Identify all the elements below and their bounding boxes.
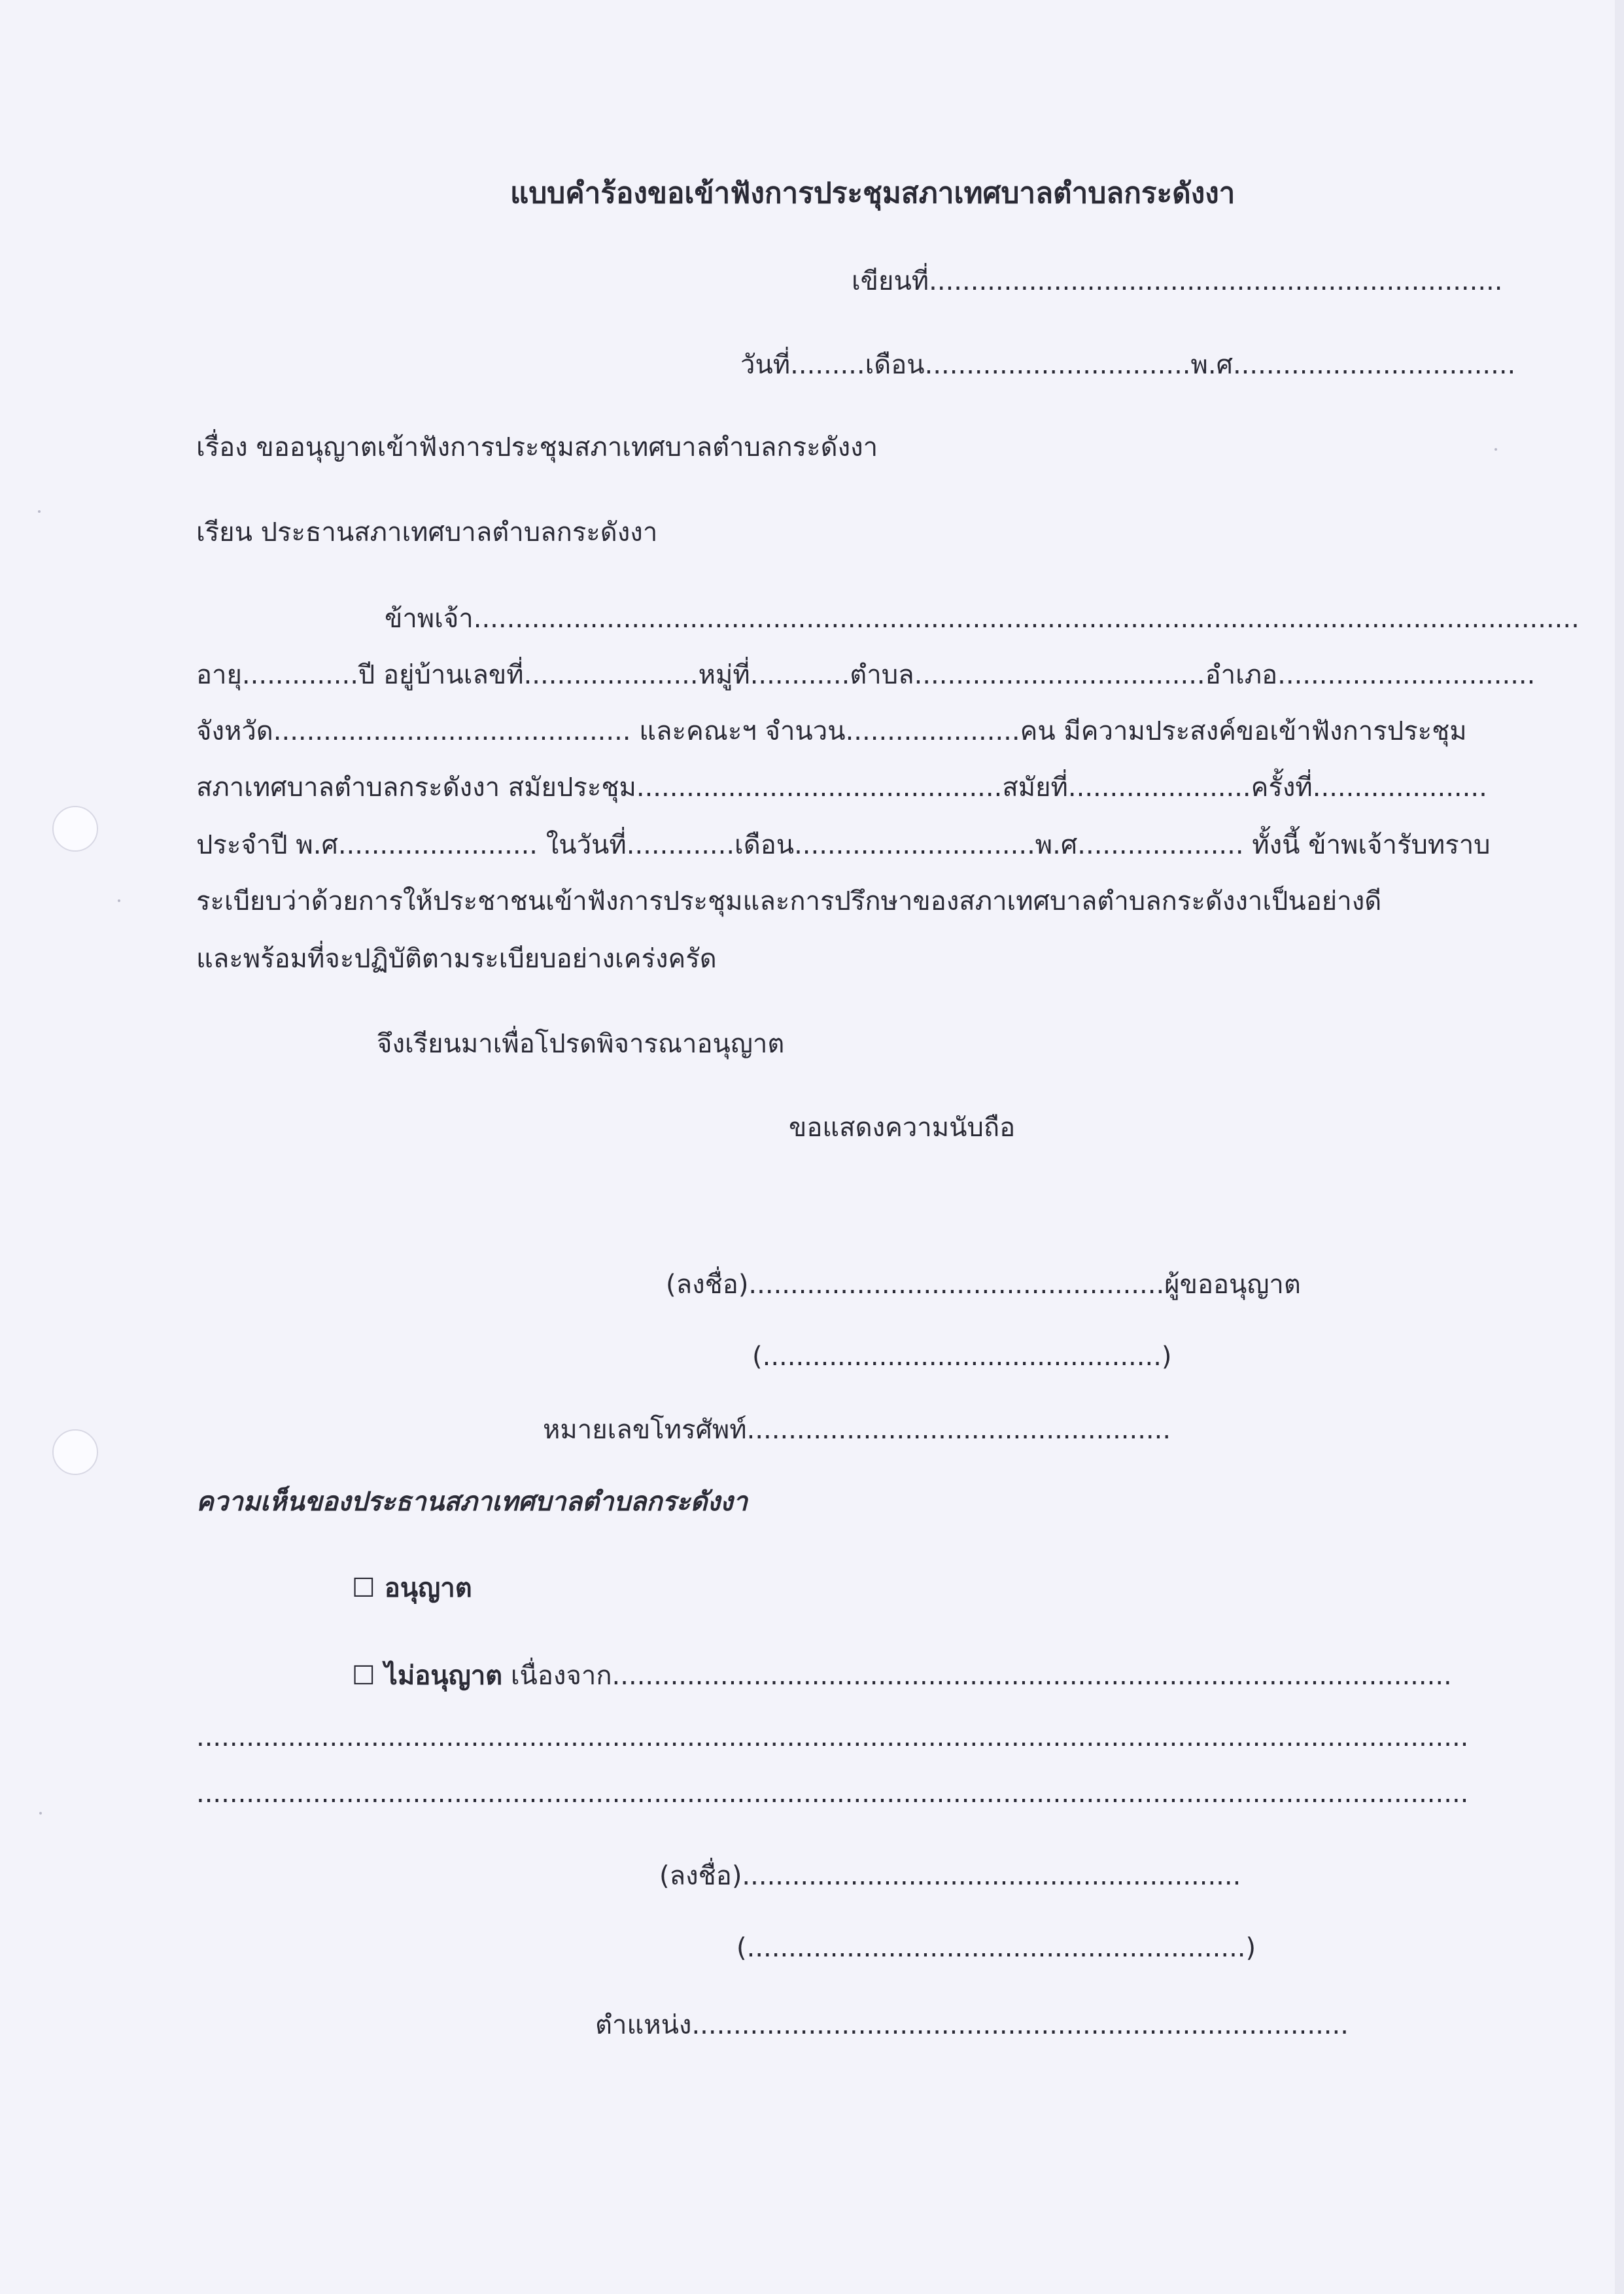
- written-at-field[interactable]: เขียนที่.....................................................................: [852, 266, 1503, 296]
- applicant-printed-name-field[interactable]: (................................................): [752, 1342, 1172, 1372]
- deny-reason-field[interactable]: เนื่องจาก.....................................................................................................: [502, 1661, 1452, 1691]
- chair-printed-name-field[interactable]: (............................................................): [736, 1933, 1256, 1963]
- addressee-line: เรียน ประธานสภาเทศบาลตำบลกระดังงา: [196, 517, 658, 547]
- phone-field[interactable]: หมายเลขโทรศัพท์...................................................: [543, 1415, 1171, 1445]
- year-date-line[interactable]: ประจำปี พ.ศ........................ ในวันที่.............เดือน.............................พ.ศ.................... ทั้งนี้ ข้าพเจ้ารับทราบ: [196, 830, 1491, 860]
- applicant-signature-field[interactable]: (ลงชื่อ)..................................................ผู้ขออนุญาต: [666, 1270, 1301, 1300]
- province-group-line[interactable]: จังหวัด........................................... และคณะฯ จำนวน.....................คน มีความประสงค์ขอเข้าฟังการประชุม: [196, 716, 1467, 746]
- deny-row: [352, 1658, 1452, 1694]
- reason-line-2[interactable]: .........................................................................................................................................................: [196, 1779, 1469, 1809]
- address-field-line[interactable]: อายุ..............ปี อยู่บ้านเลขที่.....................หมู่ที่............ตำบล...................................อำเภอ...............................: [196, 660, 1536, 690]
- date-field[interactable]: วันที่.........เดือน................................พ.ศ..................................: [740, 350, 1516, 380]
- punch-hole-top: [52, 806, 98, 852]
- scan-speck: [39, 1812, 42, 1815]
- scan-speck: [38, 510, 41, 513]
- session-field-line[interactable]: สภาเทศบาลตำบลกระดังงา สมัยประชุม............................................สมัยที่......................ครั้งที่.....................: [196, 773, 1487, 803]
- opinion-heading: ความเห็นของประธานสภาเทศบาลตำบลกระดังงา: [196, 1487, 748, 1517]
- closing-line: ขอแสดงความนับถือ: [789, 1113, 1016, 1143]
- page-edge-shadow: [1615, 0, 1624, 2294]
- request-line: จึงเรียนมาเพื่อโปรดพิจารณาอนุญาต: [377, 1029, 785, 1059]
- deny-checkbox[interactable]: ☐ ไม่อนุญาต: [352, 1661, 503, 1691]
- subject-line: เรื่อง ขออนุญาตเข้าฟังการประชุมสภาเทศบาลตำบลกระดังงา: [196, 432, 878, 462]
- position-field[interactable]: ตำแหน่ง...............................................................................: [595, 2010, 1349, 2040]
- allow-checkbox[interactable]: ☐ อนุญาต: [352, 1573, 472, 1603]
- compliance-line: และพร้อมที่จะปฏิบัติตามระเบียบอย่างเคร่งครัด: [196, 944, 717, 974]
- punch-hole-bottom: [52, 1429, 98, 1475]
- scan-speck: [1494, 448, 1497, 451]
- regulation-line: ระเบียบว่าด้วยการให้ประชาชนเข้าฟังการประชุมและการปรึกษาของสภาเทศบาลตำบลกระดังงาเป็นอย่างดี: [196, 886, 1382, 916]
- form-title: แบบคำร้องขอเข้าฟังการประชุมสภาเทศบาลตำบลกระดังงา: [510, 177, 1235, 210]
- reason-line-1[interactable]: .........................................................................................................................................................: [196, 1722, 1469, 1752]
- chair-signature-field[interactable]: (ลงชื่อ)............................................................: [659, 1861, 1241, 1891]
- scan-speck: [118, 899, 120, 902]
- applicant-name-field[interactable]: ข้าพเจ้า.....................................................................................................................................: [385, 604, 1580, 634]
